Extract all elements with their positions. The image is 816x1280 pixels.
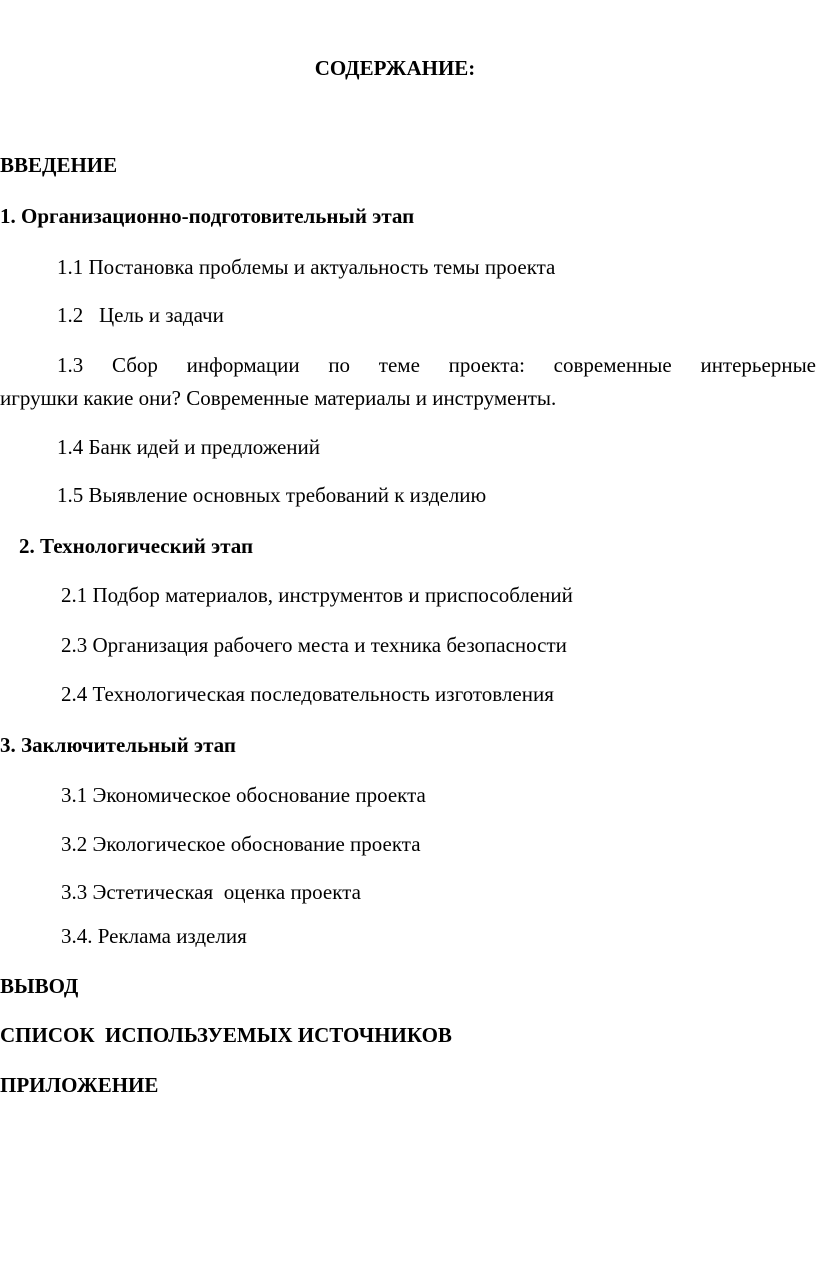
toc-section-1-heading: 1. Организационно-подготовительный этап bbox=[0, 204, 415, 228]
toc-sources: СПИСОК ИСПОЛЬЗУЕМЫХ ИСТОЧНИКОВ bbox=[0, 1023, 452, 1047]
toc-item-1-3 bbox=[0, 349, 816, 415]
toc-item-2-4: 2.4 Технологическая последовательность изготовления bbox=[61, 682, 554, 706]
toc-item-1-1: 1.1 Постановка проблемы и актуальность темы проекта bbox=[57, 255, 556, 279]
toc-item-1-3-line-2: игрушки какие они? Современные материалы и инструменты. bbox=[0, 386, 557, 410]
toc-section-3-heading: 3. Заключительный этап bbox=[0, 733, 236, 757]
toc-item-2-3: 2.3 Организация рабочего места и техника безопасности bbox=[61, 633, 567, 657]
toc-item-1-4: 1.4 Банк идей и предложений bbox=[57, 435, 320, 459]
toc-item-2-1: 2.1 Подбор материалов, инструментов и приспособлений bbox=[61, 583, 573, 607]
toc-item-3-1: 3.1 Экономическое обоснование проекта bbox=[61, 783, 426, 807]
toc-item-1-5: 1.5 Выявление основных требований к изделию bbox=[57, 483, 487, 507]
toc-item-1-3-line-1: 1.3 Сбор информации по теме проекта: современные интерьерные bbox=[57, 353, 816, 377]
toc-item-3-4: 3.4. Реклама изделия bbox=[61, 924, 247, 948]
toc-item-3-2: 3.2 Экологическое обоснование проекта bbox=[61, 832, 421, 856]
toc-conclusion: ВЫВОД bbox=[0, 974, 79, 998]
toc-appendix: ПРИЛОЖЕНИЕ bbox=[0, 1073, 159, 1097]
toc-intro: ВВЕДЕНИЕ bbox=[0, 153, 118, 177]
toc-item-3-3: 3.3 Эстетическая оценка проекта bbox=[61, 880, 361, 904]
toc-item-1-2: 1.2 Цель и задачи bbox=[57, 303, 224, 327]
page-title: СОДЕРЖАНИЕ: bbox=[314, 56, 476, 80]
toc-section-2-heading: 2. Технологический этап bbox=[19, 534, 254, 558]
